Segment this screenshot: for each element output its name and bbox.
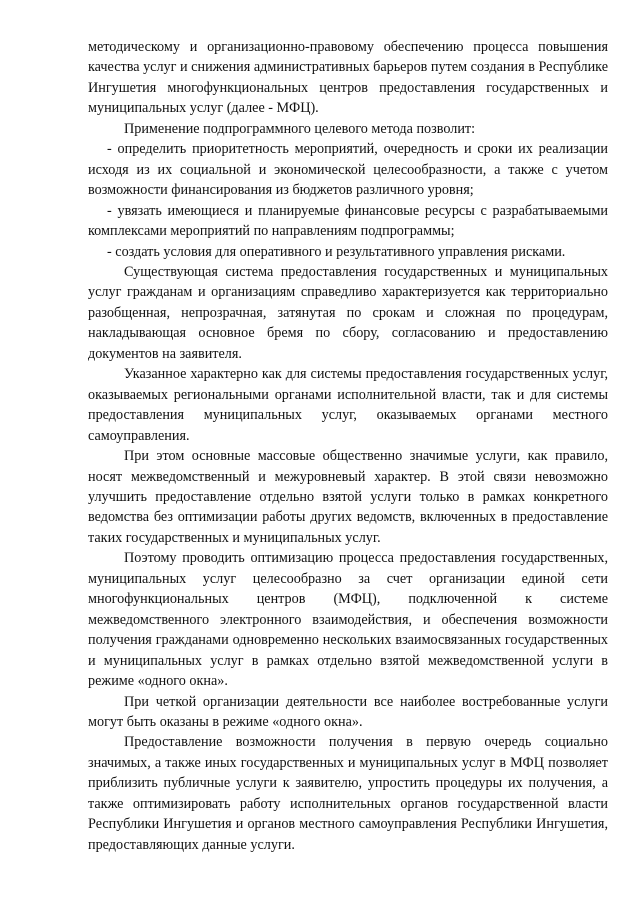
- list-item-resources: - увязать имеющиеся и планируемые финансовые ресурсы с разрабатываемыми комплексами мероприятий по направлениям подпрограммы;: [88, 202, 608, 240]
- paragraph-existing-system: Существующая система предоставления государственных и муниципальных услуг гражданам и организациям справедливо характеризуется как территориально разобщенная, непрозрачная, затянутая по срокам и сложная по процедурам, накладывающая основное бремя по сбору, согласованию и предоставлению документов на заявителя.: [88, 263, 608, 362]
- document-page: [88, 37, 608, 855]
- paragraph-mfc-benefits: Предоставление возможности получения в первую очередь социально значимых, а также иных государственных и муниципальных услуг в МФЦ позволяет приблизить публичные услуги к заявителю, упростить процедуры их получения, а также оптимизировать работу исполнительных органов государственной власти Республики Ингушетия и органов местного самоуправления Республики Ингушетия, предоставляющих данные услуги.: [88, 734, 608, 853]
- list-item-priorities: - определить приоритетность мероприятий, очередность и сроки их реализации исходя из их социальной и экономической целесообразности, а также с учетом возможности финансирования из бюджетов различного уровня;: [88, 141, 608, 199]
- paragraph-interagency: При этом основные массовые общественно значимые услуги, как правило, носят межведомственный и межуровневый характер. В этой связи невозможно улучшить предоставление отдельно взятой услуги только в рамках конкретного ведомства без оптимизации работы других ведомств, включенных в предоставление таких государственных и муниципальных услуг.: [88, 448, 608, 546]
- paragraph-optimization: Поэтому проводить оптимизацию процесса предоставления государственных, муниципальных услуг целесообразно за счет организации единой сети многофункциональных центров (МФЦ), подключенной к системе межведомственного электронного взаимодействия, и обеспечения возможности получения гражданами одновременно нескольких взаимосвязанных государственных и муниципальных услуг в рамках отдельно взятой межведомственной услуги в режиме «одного окна».: [88, 550, 608, 690]
- paragraph-characteristic: Указанное характерно как для системы предоставления государственных услуг, оказываемых региональными органами исполнительной власти, так и для системы предоставления муниципальных услуг, оказываемых органами местного самоуправления.: [88, 366, 608, 444]
- list-item-risk-management: - создать условия для оперативного и результативного управления рисками.: [107, 243, 566, 260]
- paragraph-mfc-continuation: методическому и организационно-правовому обеспечению процесса повышения качества услуг и снижения административных барьеров путем создания в Республике Ингушетия многофункциональных центров предоставления государственных и муниципальных услуг (далее - МФЦ).: [88, 39, 608, 117]
- paragraph-one-window: При четкой организации деятельности все наиболее востребованные услуги могут быть оказаны в режиме «одного окна».: [88, 693, 608, 730]
- paragraph-method-intro: Применение подпрограммного целевого метода позволит:: [124, 120, 476, 137]
